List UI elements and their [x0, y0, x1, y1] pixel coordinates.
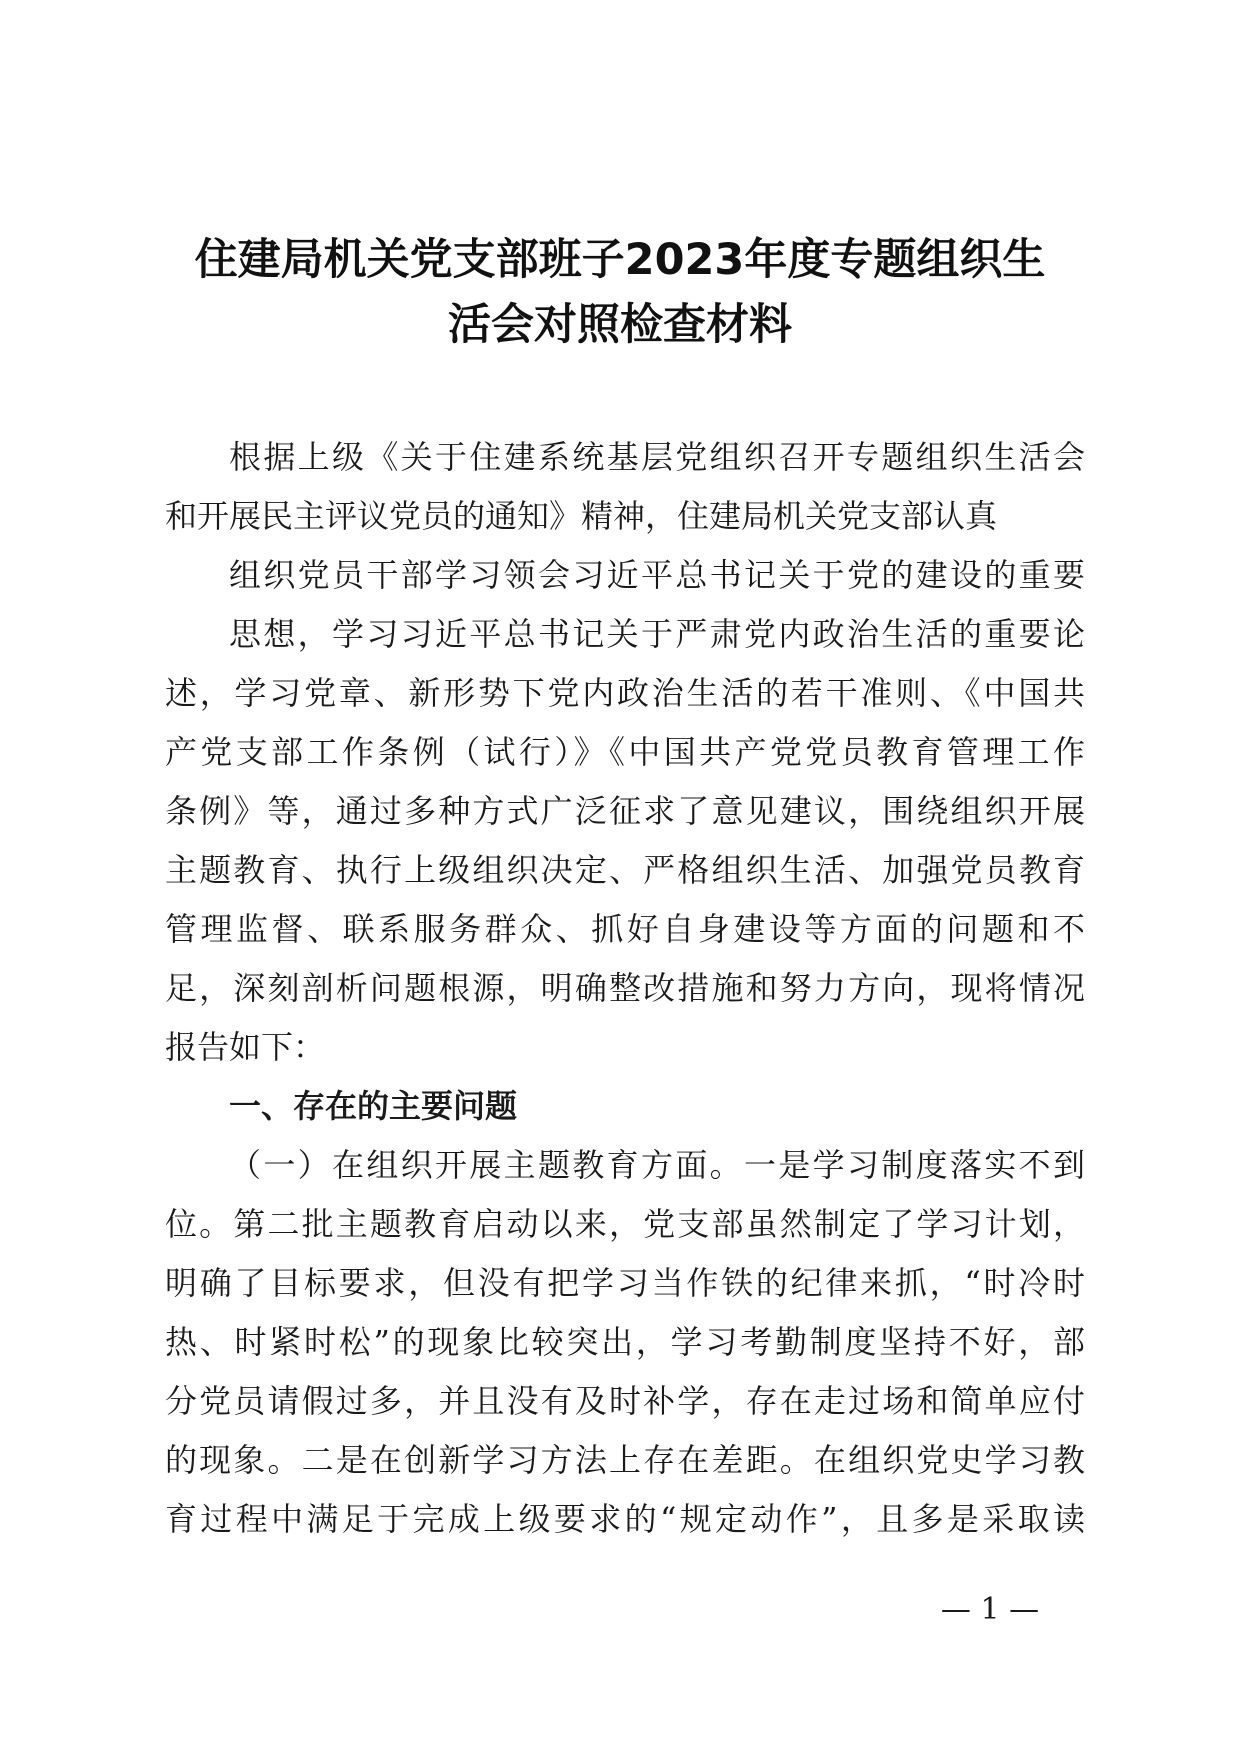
paragraph-line: 组织党员干部学习领会习近平总书记关于党的建设的重要 — [229, 556, 1085, 594]
title-line-2: 活会对照检查材料 — [448, 300, 792, 350]
paragraph-line: 和开展民主评议党员的通知》精神，住建局机关党支部认真 — [165, 497, 998, 535]
paragraph-line: 明确了目标要求，但没有把学习当作铁的纪律来抓，“时冷时 — [165, 1264, 1085, 1302]
paragraph-line: 足，深刻剖析问题根源，明确整改措施和努力方向，现将情况 — [165, 969, 1085, 1007]
paragraph-line: 的现象。二是在创新学习方法上存在差距。在组织党史学习教 — [165, 1441, 1085, 1479]
document-title — [150, 228, 1090, 358]
page-number: — 1 — — [940, 1592, 1040, 1627]
paragraph-line: 报告如下： — [165, 1028, 326, 1066]
document-body — [165, 428, 1085, 1549]
section-heading: 一、存在的主要问题 — [229, 1087, 518, 1125]
paragraph-line: 分党员请假过多，并且没有及时补学，存在走过场和简单应付 — [165, 1382, 1085, 1420]
title-line-1: 住建局机关党支部班子2023年度专题组织生 — [194, 235, 1046, 285]
paragraph-line: 位。第二批主题教育启动以来，党支部虽然制定了学习计划， — [165, 1205, 1085, 1243]
paragraph-line: 根据上级《关于住建系统基层党组织召开专题组织生活会 — [229, 438, 1085, 476]
paragraph-line: 思想，学习习近平总书记关于严肃党内政治生活的重要论 — [229, 615, 1085, 653]
paragraph-line: 主题教育、执行上级组织决定、严格组织生活、加强党员教育 — [165, 851, 1085, 889]
paragraph-line: （一）在组织开展主题教育方面。一是学习制度落实不到 — [229, 1146, 1085, 1184]
paragraph-line: 管理监督、联系服务群众、抓好自身建设等方面的问题和不 — [165, 910, 1085, 948]
paragraph-line: 产党支部工作条例（试行）》《中国共产党党员教育管理工作 — [165, 733, 1085, 771]
paragraph-line: 条例》等，通过多种方式广泛征求了意见建议，围绕组织开展 — [165, 792, 1085, 830]
paragraph-line: 育过程中满足于完成上级要求的“规定动作”，且多是采取读 — [165, 1500, 1085, 1538]
paragraph-line: 热、时紧时松”的现象比较突出，学习考勤制度坚持不好，部 — [165, 1323, 1085, 1361]
paragraph-line: 述，学习党章、新形势下党内政治生活的若干准则、《中国共 — [165, 674, 1085, 712]
